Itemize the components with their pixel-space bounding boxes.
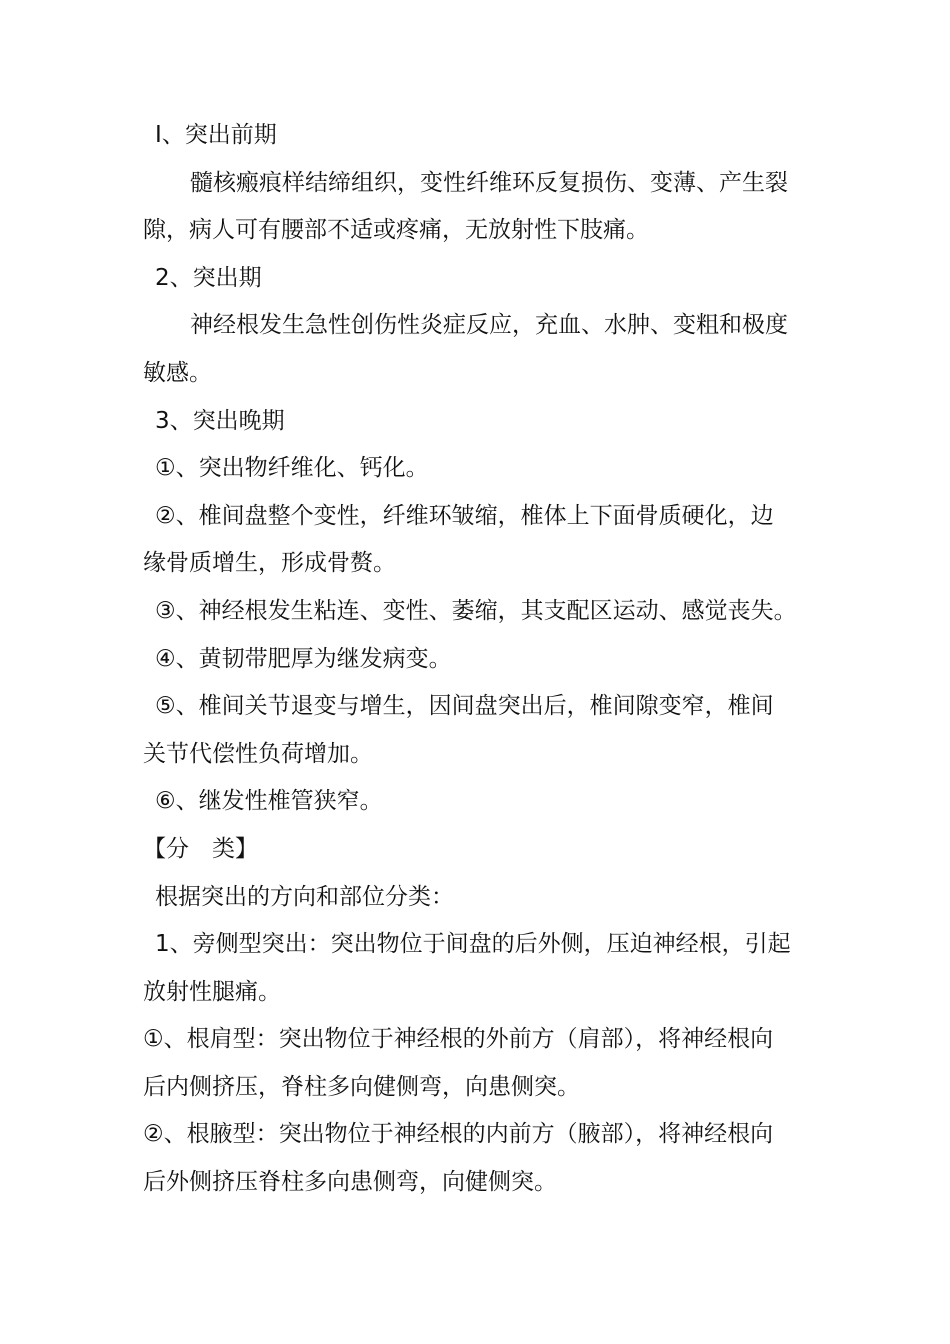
section-heading-classification: 【分 类】 [143,835,258,862]
paragraph-line: 根据突出的方向和部位分类： [155,883,454,910]
paragraph-line: 髓核瘢痕样结缔组织，变性纤维环反复损伤、变薄、产生裂 [190,169,788,196]
list-item: ①、根肩型：突出物位于神经根的外前方（肩部），将神经根向 [143,1026,774,1053]
list-item-continuation: 放射性腿痛。 [143,978,281,1005]
list-item: ⑥、继发性椎管狭窄。 [155,788,383,815]
list-item-continuation: 后内侧挤压，脊柱多向健侧弯，向患侧突。 [143,1073,580,1100]
paragraph-line: 神经根发生急性创伤性炎症反应，充血、水肿、变粗和极度 [190,312,788,339]
paragraph-line: 敏感。 [143,359,212,386]
section-heading-prolapse-late: 3、突出晚期 [155,407,285,434]
paragraph-line: 隙，病人可有腰部不适或疼痛，无放射性下肢痛。 [143,217,649,244]
list-item-continuation: 关节代偿性负荷增加。 [143,740,373,767]
list-item: ③、神经根发生粘连、变性、萎缩，其支配区运动、感觉丧失。 [155,597,797,624]
list-item-continuation: 后外侧挤压脊柱多向患侧弯，向健侧突。 [143,1169,557,1196]
list-item: ④、黄韧带肥厚为继发病变。 [155,645,452,672]
list-item-continuation: 缘骨质增生，形成骨赘。 [143,550,396,577]
list-item: ②、根腋型：突出物位于神经根的内前方（腋部），将神经根向 [143,1121,774,1148]
section-heading-prolapse-early: Ⅰ、突出前期 [155,122,277,148]
list-item: 1、旁侧型突出：突出物位于间盘的后外侧，压迫神经根，引起 [155,931,791,958]
section-heading-prolapse: 2、突出期 [155,264,262,291]
list-item: ①、突出物纤维化、钙化。 [155,455,429,482]
document-body [143,112,813,1207]
list-item: ②、椎间盘整个变性，纤维环皱缩，椎体上下面骨质硬化，边 [155,502,774,529]
list-item: ⑤、椎间关节退变与增生，因间盘突出后，椎间隙变窄，椎间 [155,693,774,720]
